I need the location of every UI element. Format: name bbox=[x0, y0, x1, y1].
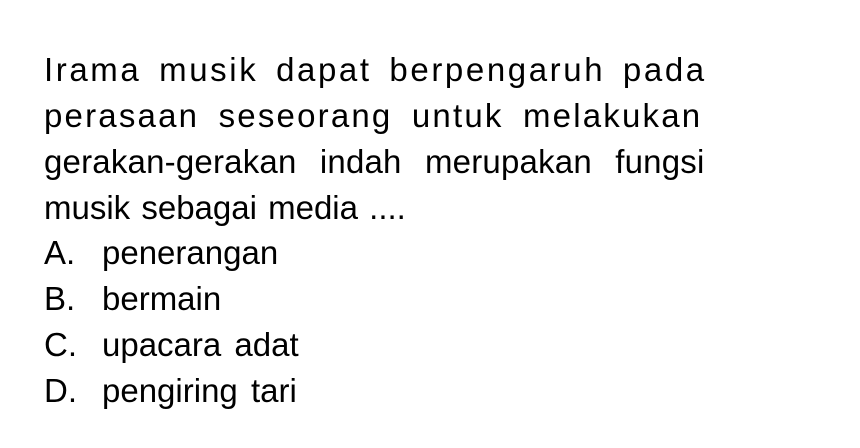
option-text: pengiring tari bbox=[102, 372, 297, 409]
answer-options bbox=[44, 230, 299, 414]
option-letter: A. bbox=[44, 234, 76, 271]
option-b[interactable] bbox=[44, 276, 299, 322]
option-letter: B. bbox=[44, 280, 76, 317]
question-line: gerakan-gerakan indah merupakan fungsi bbox=[44, 143, 705, 180]
option-letter: C. bbox=[44, 326, 77, 363]
question-line: Irama musik dapat berpengaruh pada bbox=[44, 51, 707, 88]
question-text bbox=[44, 47, 794, 231]
option-c[interactable] bbox=[44, 322, 299, 368]
option-text: upacara adat bbox=[102, 326, 299, 363]
option-letter: D. bbox=[44, 372, 77, 409]
option-text: bermain bbox=[102, 280, 222, 317]
question-line: musik sebagai media .... bbox=[44, 189, 406, 226]
question-line: perasaan seseorang untuk melakukan bbox=[44, 97, 703, 134]
option-a[interactable] bbox=[44, 230, 299, 276]
option-text: penerangan bbox=[102, 234, 279, 271]
option-d[interactable] bbox=[44, 368, 299, 414]
